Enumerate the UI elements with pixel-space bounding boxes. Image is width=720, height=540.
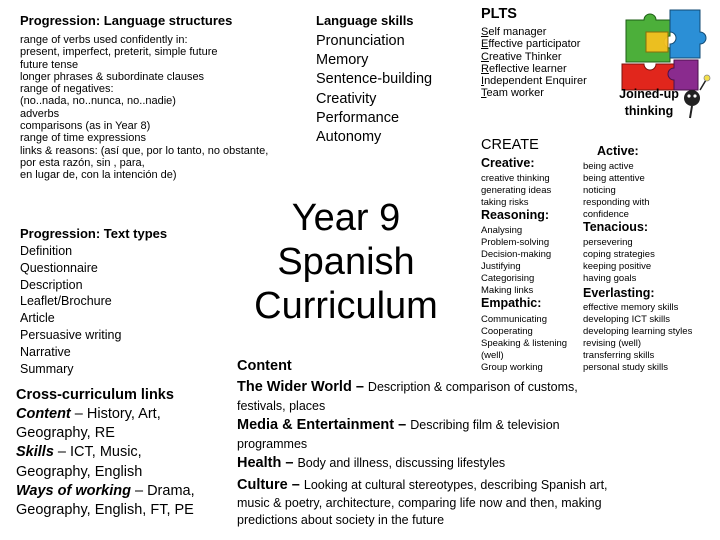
title-line: Curriculum (254, 285, 438, 327)
list-item: Problem-solving (481, 237, 550, 249)
list-item (16, 482, 195, 501)
content-text: – History, Art, (70, 406, 161, 422)
empathic-list (481, 314, 567, 374)
list-item: Effective participator (481, 38, 581, 51)
list-item: music & poetry, architecture, comparing life now and then, making (237, 496, 602, 510)
list-item (237, 415, 608, 435)
content-heading: Content (237, 358, 292, 374)
list-item: en lugar de, con la intención de) (20, 169, 177, 182)
list-item: confidence (583, 209, 629, 221)
joined-up-thinking-caption: Joined-up thinking (619, 87, 679, 118)
skills-label: Skills (16, 444, 54, 461)
content-list (237, 377, 608, 529)
list-item: Categorising (481, 273, 535, 285)
list-item: Making links (481, 285, 534, 297)
everlasting-heading: Everlasting: (583, 286, 655, 300)
list-item: Autonomy (316, 129, 382, 146)
list-item: Persuasive writing (20, 327, 122, 342)
list-item: Questionnaire (20, 260, 98, 275)
topic-title: Media & Entertainment – (237, 417, 411, 433)
empathic-heading: Empathic: (481, 296, 542, 310)
plts-heading: PLTS (481, 6, 517, 22)
list-item: keeping positive (583, 261, 652, 273)
list-item: generating ideas (481, 185, 552, 197)
topic-title: Culture – (237, 477, 304, 493)
list-item (16, 443, 195, 462)
list-item: Decision-making (481, 249, 552, 261)
list-item: present, imperfect, preterit, simple future (20, 46, 218, 59)
tenacious-heading: Tenacious: (583, 220, 649, 234)
reasoning-list (481, 225, 551, 298)
list-item: being active (583, 161, 634, 172)
list-item: noticing (583, 185, 616, 197)
list-item: taking risks (481, 197, 529, 209)
list-item: transferring skills (583, 350, 655, 362)
everlasting-list (583, 302, 692, 375)
list-item: adverbs (20, 107, 60, 120)
list-item: Team worker (481, 87, 544, 100)
active-heading: Active: (597, 144, 639, 158)
list-item: effective memory skills (583, 302, 679, 313)
list-item: Creative Thinker (481, 50, 562, 63)
topic-title: The Wider World – (237, 379, 368, 395)
title-line: Year 9 (291, 197, 401, 239)
active-list (583, 161, 650, 221)
ways-label: Ways of working (16, 482, 131, 499)
list-item: longer phrases & subordinate clauses (20, 70, 205, 83)
list-item: Article (20, 311, 55, 326)
list-item: Reflective learner (481, 62, 567, 75)
list-item: Sentence-building (316, 71, 433, 88)
create-heading: CREATE (481, 137, 539, 153)
list-item: future tense (20, 58, 79, 71)
list-item: Analysing (481, 225, 523, 236)
list-item: being attentive (583, 173, 645, 185)
list-item: having goals (583, 273, 637, 285)
list-item: Description (20, 277, 83, 292)
list-item: Leaflet/Brochure (20, 294, 112, 309)
list-item: range of time expressions (20, 132, 146, 145)
plts-list (481, 26, 587, 100)
tenacious-list (583, 237, 655, 285)
list-item: creative thinking (481, 173, 550, 184)
creative-list (481, 173, 551, 209)
list-item: Definition (20, 244, 73, 258)
list-item: Independent Enquirer (481, 75, 587, 88)
list-item: festivals, places (237, 399, 326, 413)
list-item: responding with (583, 197, 650, 209)
list-item (237, 475, 608, 495)
topic-desc: Body and illness, discussing lifestyles (297, 456, 506, 470)
skills-text: – ICT, Music, (53, 444, 142, 461)
list-item: Pronunciation (316, 33, 405, 49)
language-structures-heading: Progression: Language structures (20, 13, 233, 28)
list-item: programmes (237, 437, 308, 451)
list-item: (no..nada, no..nunca, no..nadie) (20, 95, 176, 108)
list-item: personal study skills (583, 362, 669, 374)
list-item: Memory (316, 52, 369, 69)
topic-desc: Describing film & television (410, 418, 560, 432)
list-item: developing learning styles (583, 326, 693, 338)
content-label: Content (16, 406, 71, 422)
list-item: Geography, English (16, 463, 143, 480)
list-item: Geography, English, FT, PE (16, 502, 194, 519)
page-title (246, 196, 446, 328)
language-structures-list (20, 34, 268, 182)
list-item: Communicating (481, 314, 547, 325)
list-item: revising (well) (583, 338, 642, 350)
list-item: Speaking & listening (481, 338, 568, 350)
list-item: Justifying (481, 261, 521, 273)
list-item: predictions about society in the future (237, 513, 445, 527)
list-item: Geography, RE (16, 425, 115, 442)
list-item: Narrative (20, 344, 71, 359)
cross-curriculum-list (16, 405, 195, 520)
topic-title: Health – (237, 455, 298, 471)
list-item: Creativity (316, 90, 377, 107)
list-item: Cooperating (481, 326, 533, 338)
list-item: developing ICT skills (583, 314, 670, 326)
list-item: por esta razón, sin , para, (20, 156, 145, 169)
list-item: Group working (481, 362, 543, 374)
text-types-list (20, 243, 121, 377)
list-item: range of negatives: (20, 83, 114, 96)
list-item: comparisons (as in Year 8) (20, 120, 151, 133)
topic-desc: Description & comparison of customs, (367, 380, 578, 394)
list-item (237, 453, 608, 473)
creative-heading: Creative: (481, 156, 535, 170)
list-item: Self manager (481, 26, 547, 38)
title-line: Spanish (277, 241, 415, 283)
list-item: Performance (316, 109, 400, 126)
ways-text: – Drama, (130, 482, 195, 499)
list-item (16, 405, 195, 424)
list-item: (well) (481, 350, 504, 362)
list-item: coping strategies (583, 249, 655, 261)
reasoning-heading: Reasoning: (481, 208, 550, 222)
list-item (237, 377, 608, 397)
language-skills-heading: Language skills (316, 13, 414, 28)
list-item: links & reasons: (así que, por lo tanto, no obstante, (20, 144, 269, 157)
language-skills-list (316, 32, 432, 147)
list-item: Summary (20, 361, 74, 376)
text-types-heading: Progression: Text types (20, 226, 168, 241)
cross-curriculum-heading: Cross-curriculum links (16, 387, 174, 403)
topic-desc: Looking at cultural stereotypes, describing Spanish art, (303, 478, 608, 492)
list-item: range of verbs used confidently in: (20, 34, 188, 46)
list-item: persevering (583, 237, 633, 248)
